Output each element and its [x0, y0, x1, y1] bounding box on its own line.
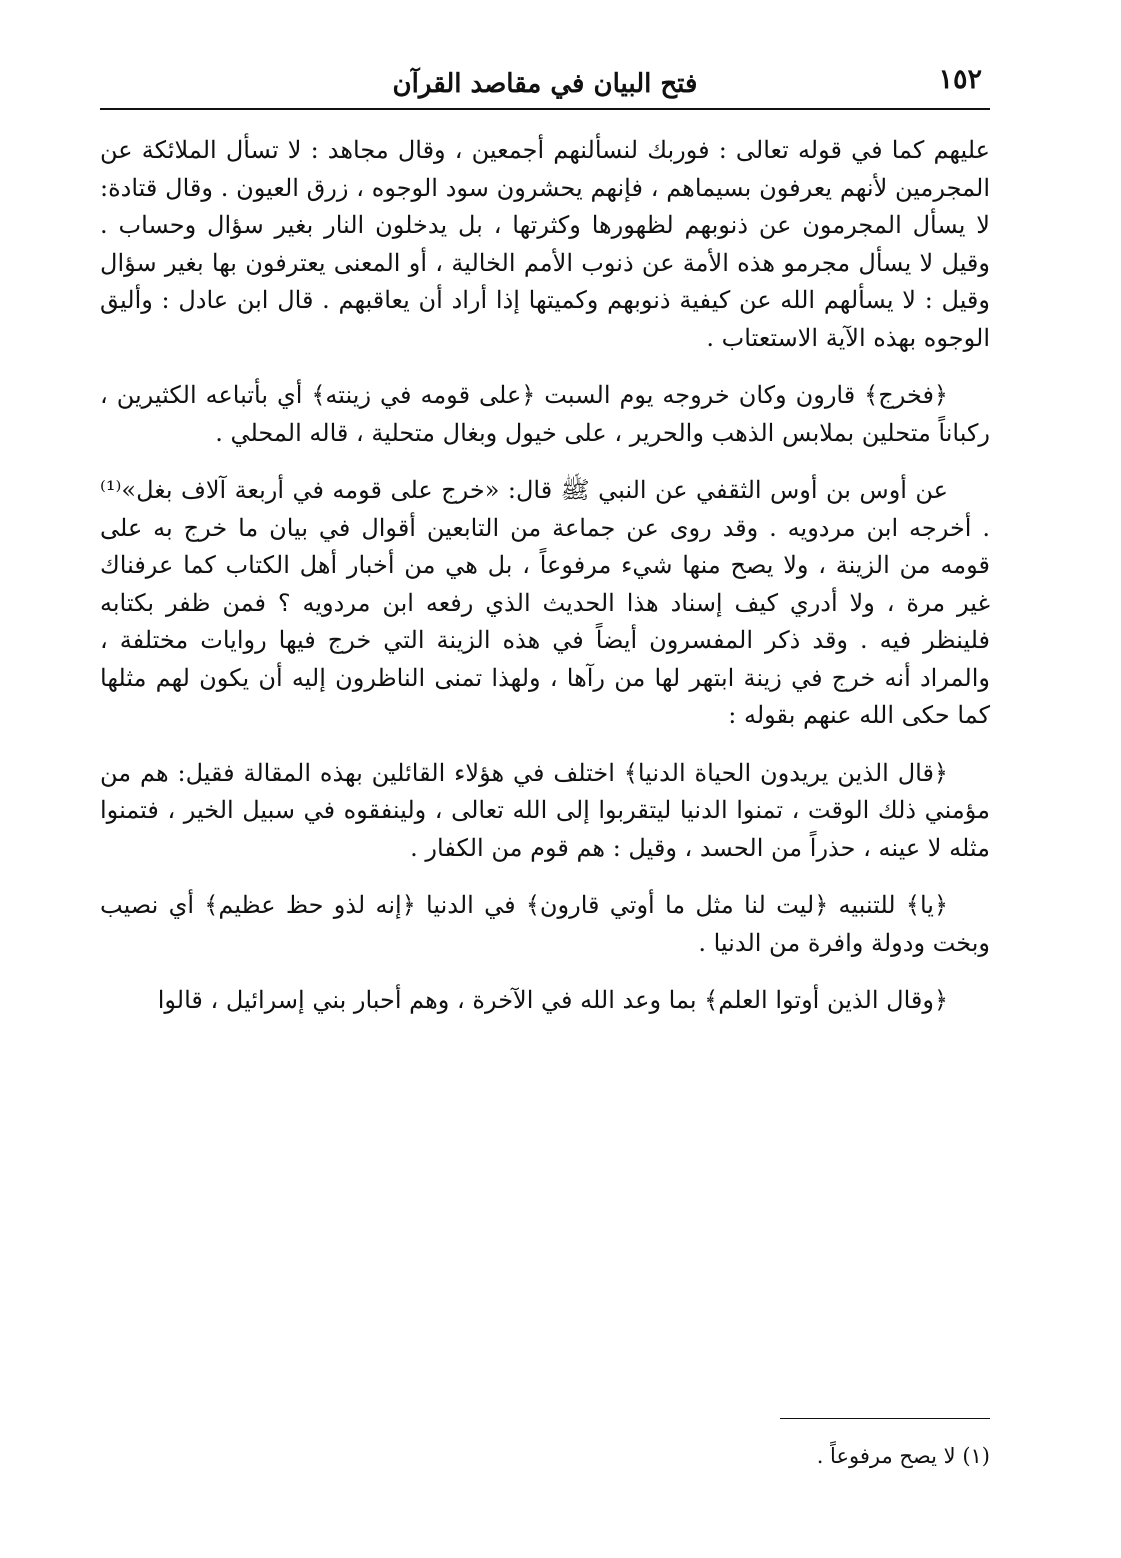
page-header [100, 58, 990, 110]
page-number: ١٥٢ [938, 64, 982, 95]
paragraph: ﴿يا﴾ للتنبيه ﴿ليت لنا مثل ما أوتي قارون﴾ في الدنيا ﴿إنه لذو حظ عظيم﴾ أي نصيب وبخت ودولة وافرة من الدنيا . [100, 891, 990, 957]
running-title: فتح البيان في مقاصد القرآن [392, 69, 698, 99]
paragraph: ﴿وقال الذين أوتوا العلم﴾ بما وعد الله في الآخرة ، وهم أحبار بني إسرائيل ، قالوا [157, 986, 948, 1014]
paragraph: ﴿قال الذين يريدون الحياة الدنيا﴾ اختلف في هؤلاء القائلين بهذه المقالة فقيل: هم من مؤمني ذلك الوقت ، تمنوا الدنيا ليتقربوا إلى الله تعالى ، ولينفقوه في سبيل الخير ، فتمنوا مثله لا عينه ، حذراً من الحسد ، وقيل : هم قوم من الكفار . [100, 758, 990, 862]
footnote: (١) لا يصح مرفوعاً . [816, 1444, 990, 1468]
footnote-divider [780, 1418, 990, 1419]
paragraph: عن أوس بن أوس الثقفي عن النبي ﷺ قال: «خرج على قومه في أربعة آلاف بغل»⁽¹⁾ . أخرجه ابن مردويه . وقد روى عن جماعة من التابعين أقوال في بيان ما خرج به على قومه من الزينة ، ولا يصح منها شيء مرفوعاً ، بل هي من أخبار أهل الكتاب كما عرفناك غير مرة ، ولا أدري كيف إسناد هذا الحديث الذي رفعه ابن مردويه ؟ فمن ظفر بكتابه فلينظر فيه . وقد ذكر المفسرون أيضاً في هذه الزينة التي خرج فيها روايات مختلفة ، والمراد أنه خرج في زينة ابتهر لها من رآها ، ولهذا تمنى الناظرون إليه أن يكون لهم مثلها كما حكى الله عنهم بقوله : [100, 476, 990, 729]
paragraph: ﴿فخرج﴾ قارون وكان خروجه يوم السبت ﴿على قومه في زينته﴾ أي بأتباعه الكثيرين ، ركباناً متحلين بملابس الذهب والحرير ، على خيول وبغال متحلية ، قاله المحلي . [100, 381, 990, 447]
book-page [100, 58, 990, 1498]
body-text [100, 132, 990, 1020]
paragraph: عليهم كما في قوله تعالى : فوربك لنسألنهم أجمعين ، وقال مجاهد : لا تسأل الملائكة عن المجرمين لأنهم يعرفون بسيماهم ، فإنهم يحشرون سود الوجوه ، زرق العيون . وقال قتادة: لا يسأل المجرمون عن ذنوبهم لظهورها وكثرتها ، بل يدخلون النار بغير سؤال وحساب . وقيل لا يسأل مجرمو هذه الأمة عن ذنوب الأمم الخالية ، أو المعنى يعترفون بها بغير سؤال وقيل : لا يسألهم الله عن كيفية ذنوبهم وكميتها إذا أراد أن يعاقبهم . قال ابن عادل : وأليق الوجوه بهذه الآية الاستعتاب . [100, 136, 990, 352]
